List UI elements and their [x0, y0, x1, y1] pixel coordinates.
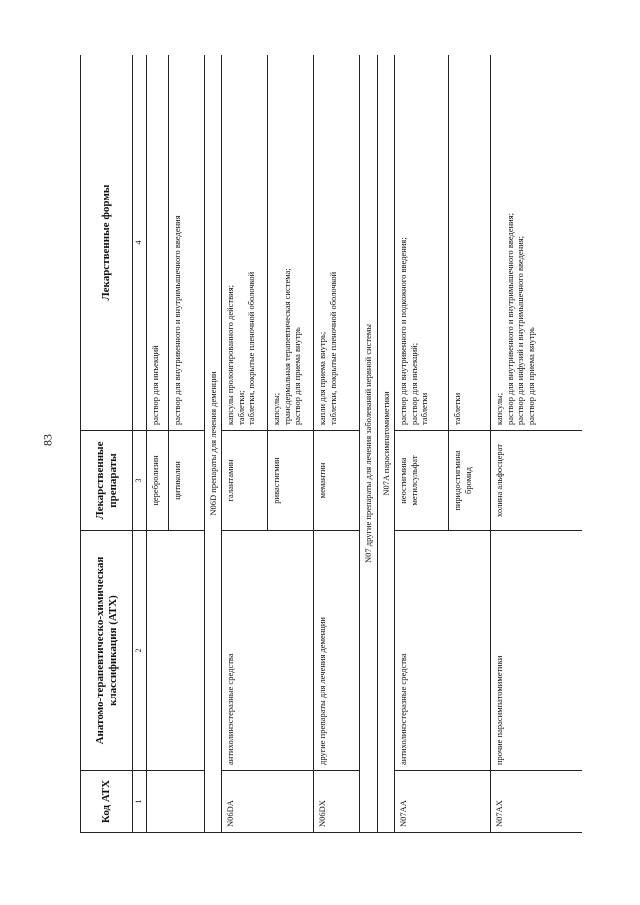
section-title: N07 другие препараты для лечения заболеваний нервной системы	[360, 55, 378, 833]
page-number: 83	[40, 434, 55, 446]
class-cell: антихолинэстеразные средства	[222, 531, 314, 771]
class-cell: антихолинэстеразные средства	[395, 531, 491, 771]
form-line: таблетки	[419, 392, 429, 425]
atc-code-cell: N07AA	[395, 771, 491, 833]
column-number-4: 4	[133, 55, 147, 431]
form-line: трансдермальная терапевтическая система;	[281, 268, 292, 425]
form-line: капсулы;	[271, 392, 281, 425]
form-line: таблетки, покрытые пленочной оболочкой	[327, 271, 338, 425]
drug-cell: неостигмина метилсульфат	[395, 431, 449, 531]
form-line: капсулы пролонгированного действия;	[225, 285, 235, 425]
table-row	[395, 55, 449, 833]
header-drugs: Лекарственные препараты	[81, 431, 133, 531]
column-number-1: 1	[133, 771, 147, 833]
table-row	[222, 55, 268, 833]
atc-code-cell: N06DX	[314, 771, 360, 833]
drug-cell: мемантин	[314, 431, 360, 531]
forms-cell	[395, 55, 449, 431]
form-line: капли для приема внутрь;	[317, 331, 327, 425]
form-line: раствор для инфузий и внутримышечного введения;	[515, 235, 525, 425]
drug-cell: церебролизин	[146, 431, 168, 531]
drug-cell: цитиколин	[168, 431, 204, 531]
empty-class-cell	[146, 531, 204, 771]
form-line: таблетки	[452, 392, 462, 425]
table-row	[314, 55, 360, 833]
atc-code-cell: N07AX	[491, 771, 583, 833]
class-cell: другие препараты для лечения деменции	[314, 531, 360, 771]
drug-table	[80, 55, 582, 833]
form-line: раствор для приема внутрь	[292, 327, 302, 425]
form-line: раствор для инъекций	[149, 345, 160, 425]
form-line: раствор для инъекций;	[408, 342, 419, 425]
header-row	[81, 55, 133, 833]
forms-cell	[222, 55, 268, 431]
form-line: капсулы;	[494, 392, 504, 425]
section-row	[377, 55, 395, 833]
empty-code-cell	[146, 771, 204, 833]
class-cell: прочие парасимпатомиметики	[491, 531, 583, 771]
forms-cell	[268, 55, 314, 431]
forms-cell	[168, 55, 204, 431]
form-line: раствор для внутривенного и внутримышечного введения	[171, 215, 182, 425]
column-number-3: 3	[133, 431, 147, 531]
drug-cell: галантамин	[222, 431, 268, 531]
forms-cell	[449, 55, 491, 431]
table-canvas	[80, 55, 582, 833]
section-row	[204, 55, 222, 833]
form-line: раствор для внутривенного и подкожного введения;	[398, 237, 408, 425]
column-number-row	[133, 55, 147, 833]
header-forms: Лекарственные формы	[81, 55, 133, 431]
table-row	[491, 55, 583, 833]
header-code: Код АТХ	[81, 771, 133, 833]
drug-cell: ривастигмин	[268, 431, 314, 531]
forms-cell	[314, 55, 360, 431]
form-line: таблетки;	[235, 390, 246, 425]
section-title: N06D препараты для лечения деменции	[204, 55, 222, 833]
column-number-2: 2	[133, 531, 147, 771]
drug-cell: холина альфосцерат	[491, 431, 583, 531]
section-row	[360, 55, 378, 833]
form-line: раствор для внутривенного и внутримышечного введения;	[504, 213, 515, 425]
section-title: N07A парасимпатомиметики	[377, 55, 395, 833]
rotated-table-frame	[80, 55, 582, 833]
forms-cell	[146, 55, 168, 431]
form-line: таблетки, покрытые пленочной оболочкой	[246, 271, 256, 425]
atc-code-cell: N06DA	[222, 771, 314, 833]
header-classification: Анатомо-терапевтическо-химическая классификация (АТХ)	[81, 531, 133, 771]
drug-cell: пиридостигмина бромид	[449, 431, 491, 531]
table-row	[146, 55, 168, 833]
forms-cell	[491, 55, 583, 431]
form-line: раствор для приема внутрь	[525, 327, 536, 425]
